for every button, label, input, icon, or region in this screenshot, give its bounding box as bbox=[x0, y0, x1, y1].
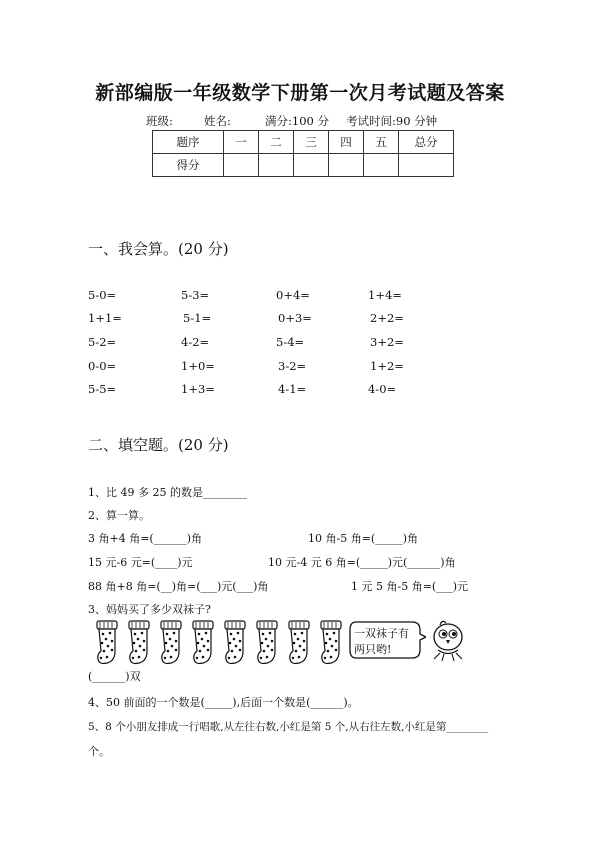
bubble-text-line1: 一双袜子有 bbox=[354, 627, 409, 640]
header-cell: 题序 bbox=[153, 131, 224, 154]
equation: 1+1= bbox=[88, 311, 122, 325]
equation: 0+4= bbox=[276, 288, 310, 302]
equation: 1+2= bbox=[370, 359, 404, 373]
sock-icon bbox=[193, 621, 213, 664]
header-cell: 三 bbox=[294, 131, 329, 154]
header-cell: 二 bbox=[259, 131, 294, 154]
equation: 5-1= bbox=[183, 311, 212, 325]
question-4: 4、50 前面的一个数是(_____),后面一个数是(______)。 bbox=[88, 696, 359, 709]
class-label: 班级: bbox=[146, 114, 173, 128]
money-line: 3 角+4 角=(______)角 bbox=[88, 532, 203, 545]
equation: 5-3= bbox=[181, 288, 210, 302]
sock-icon bbox=[257, 621, 277, 664]
exam-time: 考试时间:90 分钟 bbox=[346, 114, 438, 128]
score-table bbox=[152, 130, 454, 177]
sock-icon bbox=[321, 621, 341, 664]
question-1: 1、比 49 多 25 的数是________ bbox=[88, 486, 247, 499]
score-cell[interactable] bbox=[259, 154, 294, 177]
equation: 1+3= bbox=[181, 382, 215, 396]
money-line: 88 角+8 角=(__)角=(___)元(___)角 bbox=[88, 580, 269, 593]
socks-illustration bbox=[95, 620, 355, 666]
money-line: 15 元-6 元=(____)元 bbox=[88, 556, 193, 569]
score-cell[interactable] bbox=[224, 154, 259, 177]
bubble-text-line2: 两只哟! bbox=[354, 643, 392, 656]
equation: 4-1= bbox=[278, 382, 307, 396]
equation: 0-0= bbox=[88, 359, 117, 373]
money-line: 10 元-4 元 6 角=(_____)元(______)角 bbox=[268, 556, 456, 569]
header-cell: 总分 bbox=[399, 131, 454, 154]
equation: 5-5= bbox=[88, 382, 117, 396]
page-title: 新部编版一年级数学下册第一次月考试题及答案 bbox=[95, 82, 505, 104]
equation: 5-0= bbox=[88, 288, 117, 302]
sock-icon bbox=[289, 621, 309, 664]
score-table-header-row bbox=[153, 131, 454, 154]
sock-icon bbox=[225, 621, 245, 664]
equation: 1+4= bbox=[368, 288, 402, 302]
question-5-line2: 个。 bbox=[88, 745, 110, 758]
score-cell[interactable] bbox=[364, 154, 399, 177]
full-score: 满分:100 分 bbox=[265, 114, 329, 128]
sock-icon bbox=[129, 621, 149, 664]
sock-icon bbox=[97, 621, 117, 664]
question-3: 3、妈妈买了多少双袜子? bbox=[88, 603, 211, 616]
section1-heading: 一、我会算。(20 分) bbox=[88, 240, 229, 258]
header-cell: 一 bbox=[224, 131, 259, 154]
sock-icon bbox=[161, 621, 181, 664]
equation: 3+2= bbox=[370, 335, 404, 349]
question-2: 2、算一算。 bbox=[88, 509, 150, 522]
equation: 5-2= bbox=[88, 335, 117, 349]
money-line: 1 元 5 角-5 角=(___)元 bbox=[351, 580, 468, 593]
question-3-answer: (______)双 bbox=[88, 670, 141, 683]
equation: 5-4= bbox=[276, 335, 305, 349]
equation: 2+2= bbox=[370, 311, 404, 325]
bird-mascot-icon bbox=[428, 617, 468, 665]
score-cell[interactable] bbox=[294, 154, 329, 177]
equation: 3-2= bbox=[278, 359, 307, 373]
name-label: 姓名: bbox=[204, 114, 231, 128]
question-5-line1: 5、8 个小朋友排成一行唱歌,从左往右数,小红是第 5 个,从右往左数,小红是第________ bbox=[88, 721, 489, 733]
header-cell: 五 bbox=[364, 131, 399, 154]
equation: 0+3= bbox=[278, 311, 312, 325]
equation: 4-2= bbox=[181, 335, 210, 349]
score-cell[interactable] bbox=[329, 154, 364, 177]
speech-bubble bbox=[348, 620, 426, 660]
score-cell[interactable] bbox=[399, 154, 454, 177]
equation: 4-0= bbox=[368, 382, 397, 396]
row-label: 得分 bbox=[153, 154, 224, 177]
equation: 1+0= bbox=[181, 359, 215, 373]
score-table-score-row bbox=[153, 154, 454, 177]
section2-heading: 二、填空题。(20 分) bbox=[88, 436, 229, 454]
header-cell: 四 bbox=[329, 131, 364, 154]
money-line: 10 角-5 角=(_____)角 bbox=[308, 532, 419, 545]
